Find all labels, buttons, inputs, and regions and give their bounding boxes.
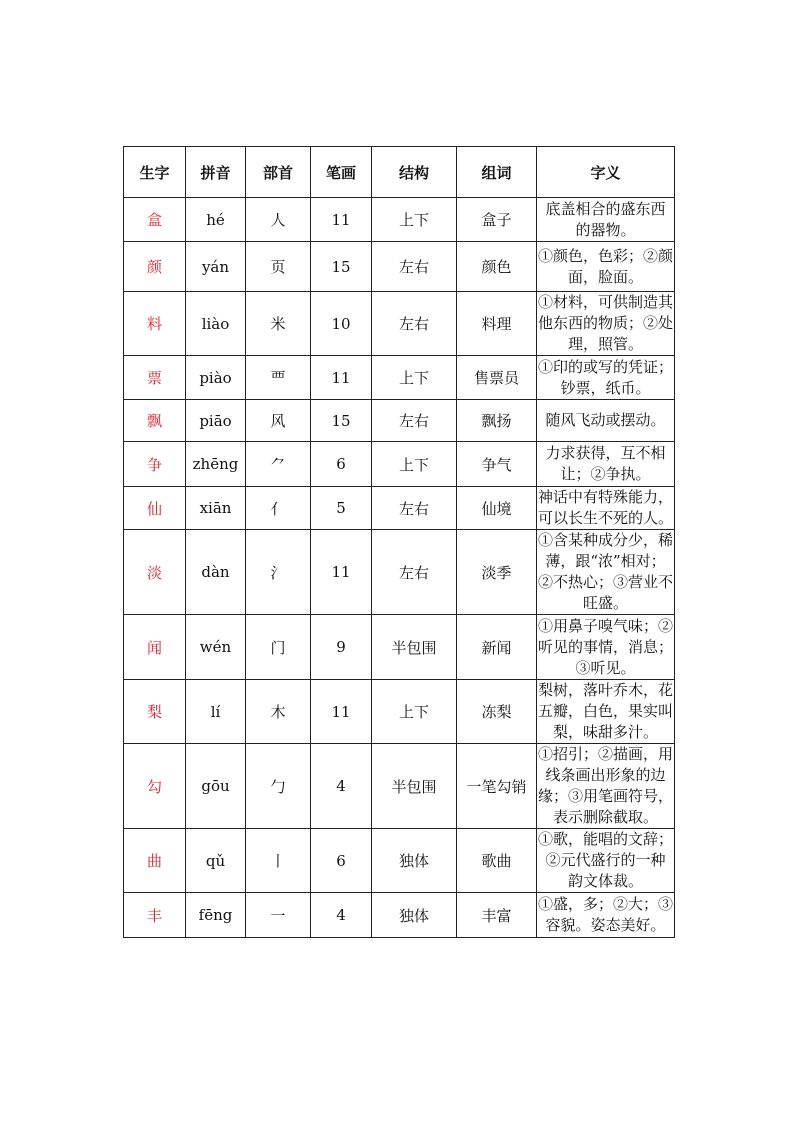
strokes-cell: 15: [311, 400, 372, 442]
table-row: [124, 356, 675, 400]
char-cell: 仙: [124, 487, 186, 530]
header-meaning: 字义: [537, 147, 675, 198]
word-cell: 颜色: [457, 242, 537, 292]
table-row: [124, 829, 675, 893]
char-cell: 勾: [124, 744, 186, 829]
structure-cell: 左右: [372, 400, 457, 442]
pinyin-cell: lí: [186, 680, 246, 744]
header-radical: 部首: [246, 147, 311, 198]
meaning-cell: 随风飞动或摆动。: [537, 400, 675, 442]
word-cell: 飘扬: [457, 400, 537, 442]
table-row: [124, 400, 675, 442]
radical-cell: 勹: [246, 744, 311, 829]
char-cell: 盒: [124, 198, 186, 242]
structure-cell: 上下: [372, 442, 457, 487]
strokes-cell: 6: [311, 829, 372, 893]
meaning-cell: 梨树，落叶乔木，花 五瓣，白色，果实叫 梨，味甜多汁。: [537, 680, 675, 744]
char-cell: 颜: [124, 242, 186, 292]
char-cell: 丰: [124, 893, 186, 938]
pinyin-cell: qǔ: [186, 829, 246, 893]
char-cell: 曲: [124, 829, 186, 893]
pinyin-cell: wén: [186, 615, 246, 680]
radical-cell: 米: [246, 292, 311, 356]
strokes-cell: 10: [311, 292, 372, 356]
meaning-cell: ①招引；②描画，用 线条画出形象的边 缘；③用笔画符号， 表示删除截取。: [537, 744, 675, 829]
table-row: [124, 744, 675, 829]
radical-cell: 页: [246, 242, 311, 292]
structure-cell: 独体: [372, 829, 457, 893]
char-cell: 闻: [124, 615, 186, 680]
pinyin-cell: zhēng: [186, 442, 246, 487]
pinyin-cell: yán: [186, 242, 246, 292]
radical-cell: 氵: [246, 530, 311, 615]
meaning-cell: ①歌，能唱的文辞； ②元代盛行的一种 韵文体裁。: [537, 829, 675, 893]
word-cell: 新闻: [457, 615, 537, 680]
structure-cell: 独体: [372, 893, 457, 938]
table-row: [124, 530, 675, 615]
pinyin-cell: hé: [186, 198, 246, 242]
char-cell: 梨: [124, 680, 186, 744]
word-cell: 歌曲: [457, 829, 537, 893]
meaning-cell: ①含某种成分少，稀 薄，跟“浓”相对； ②不热心；③营业不 旺盛。: [537, 530, 675, 615]
table-row: [124, 198, 675, 242]
char-cell: 淡: [124, 530, 186, 615]
strokes-cell: 11: [311, 198, 372, 242]
meaning-cell: ①盛，多；②大；③ 容貌。姿态美好。: [537, 893, 675, 938]
radical-cell: 木: [246, 680, 311, 744]
meaning-cell: 力求获得，互不相 让；②争执。: [537, 442, 675, 487]
char-cell: 争: [124, 442, 186, 487]
structure-cell: 左右: [372, 242, 457, 292]
radical-cell: 门: [246, 615, 311, 680]
strokes-cell: 9: [311, 615, 372, 680]
structure-cell: 上下: [372, 356, 457, 400]
strokes-cell: 6: [311, 442, 372, 487]
pinyin-cell: gōu: [186, 744, 246, 829]
header-word: 组词: [457, 147, 537, 198]
meaning-cell: ①颜色，色彩；②颜 面，脸面。: [537, 242, 675, 292]
word-cell: 料理: [457, 292, 537, 356]
pinyin-cell: liào: [186, 292, 246, 356]
table-row: [124, 487, 675, 530]
meaning-cell: 底盖相合的盛东西 的器物。: [537, 198, 675, 242]
char-cell: 料: [124, 292, 186, 356]
word-cell: 售票员: [457, 356, 537, 400]
strokes-cell: 11: [311, 680, 372, 744]
header-row: [124, 147, 675, 198]
meaning-cell: ①材料，可供制造其 他东西的物质；②处 理，照管。: [537, 292, 675, 356]
strokes-cell: 4: [311, 893, 372, 938]
table-row: [124, 680, 675, 744]
radical-cell: ⺈: [246, 442, 311, 487]
table-row: [124, 292, 675, 356]
table-row: [124, 893, 675, 938]
meaning-cell: ①用鼻子嗅气味；② 听见的事情，消息； ③听见。: [537, 615, 675, 680]
meaning-cell: ①印的或写的凭证； 钞票，纸币。: [537, 356, 675, 400]
pinyin-cell: xiān: [186, 487, 246, 530]
header-structure: 结构: [372, 147, 457, 198]
vocabulary-table: [123, 146, 675, 938]
header-pinyin: 拼音: [186, 147, 246, 198]
structure-cell: 半包围: [372, 744, 457, 829]
structure-cell: 左右: [372, 530, 457, 615]
structure-cell: 上下: [372, 198, 457, 242]
radical-cell: 亻: [246, 487, 311, 530]
table-row: [124, 242, 675, 292]
table-row: [124, 442, 675, 487]
radical-cell: 人: [246, 198, 311, 242]
header-strokes: 笔画: [311, 147, 372, 198]
strokes-cell: 5: [311, 487, 372, 530]
radical-cell: 丨: [246, 829, 311, 893]
word-cell: 仙境: [457, 487, 537, 530]
structure-cell: 左右: [372, 487, 457, 530]
radical-cell: 风: [246, 400, 311, 442]
word-cell: 争气: [457, 442, 537, 487]
word-cell: 冻梨: [457, 680, 537, 744]
header-char: 生字: [124, 147, 186, 198]
pinyin-cell: piào: [186, 356, 246, 400]
radical-cell: 一: [246, 893, 311, 938]
char-cell: 飘: [124, 400, 186, 442]
char-cell: 票: [124, 356, 186, 400]
pinyin-cell: piāo: [186, 400, 246, 442]
radical-cell: 覀: [246, 356, 311, 400]
word-cell: 丰富: [457, 893, 537, 938]
pinyin-cell: fēng: [186, 893, 246, 938]
structure-cell: 半包围: [372, 615, 457, 680]
pinyin-cell: dàn: [186, 530, 246, 615]
word-cell: 一笔勾销: [457, 744, 537, 829]
strokes-cell: 4: [311, 744, 372, 829]
structure-cell: 上下: [372, 680, 457, 744]
meaning-cell: 神话中有特殊能力， 可以长生不死的人。: [537, 487, 675, 530]
strokes-cell: 15: [311, 242, 372, 292]
strokes-cell: 11: [311, 530, 372, 615]
table-row: [124, 615, 675, 680]
word-cell: 淡季: [457, 530, 537, 615]
strokes-cell: 11: [311, 356, 372, 400]
structure-cell: 左右: [372, 292, 457, 356]
word-cell: 盒子: [457, 198, 537, 242]
